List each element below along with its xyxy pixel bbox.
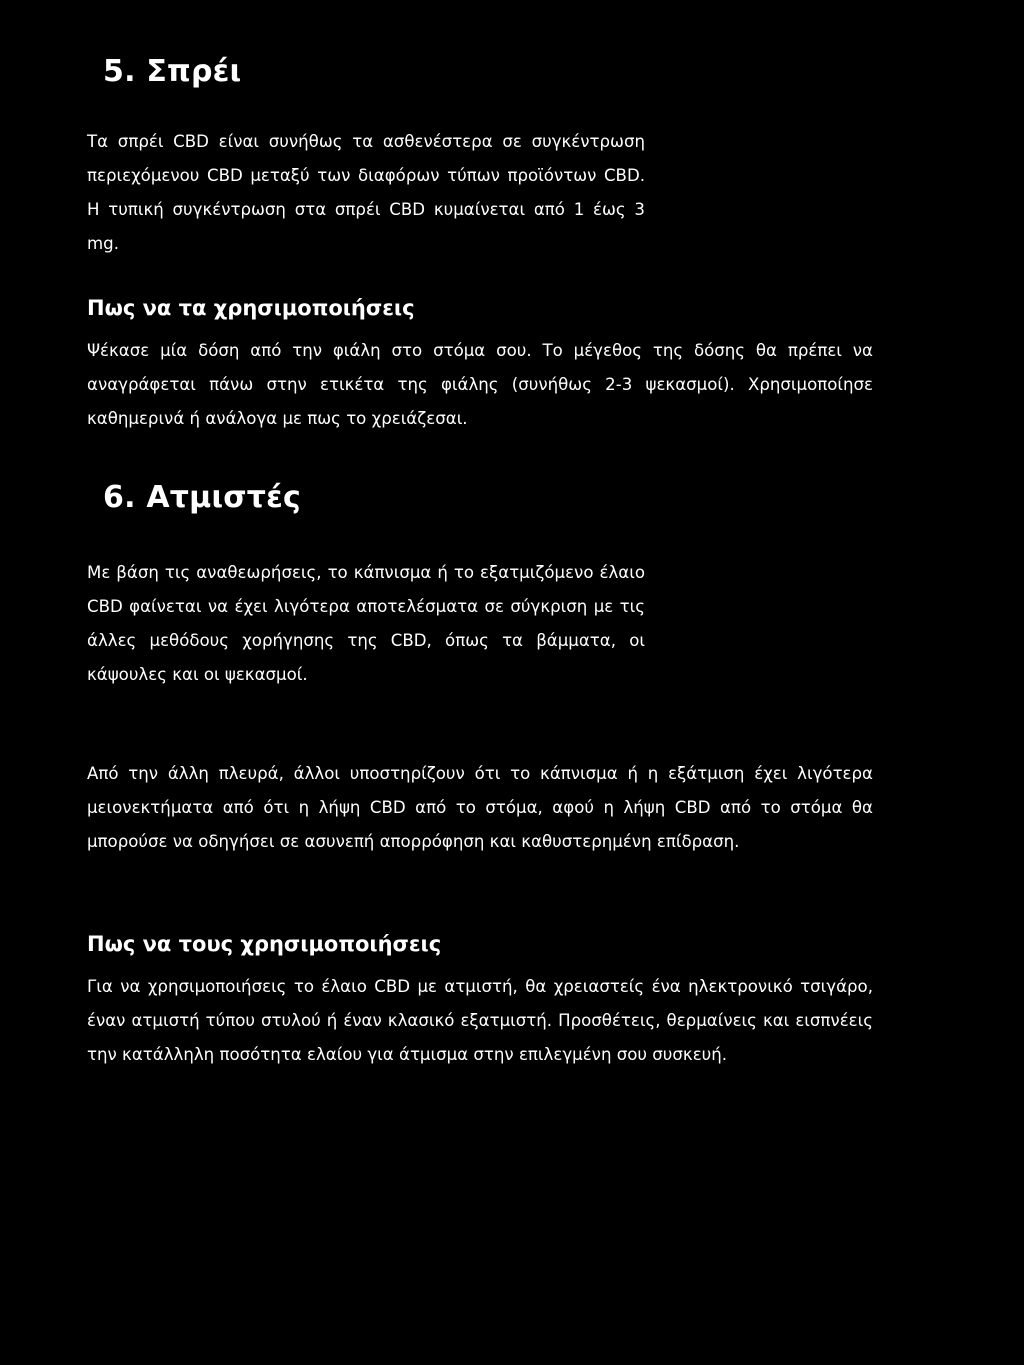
section-6-intro-paragraph: Με βάση τις αναθεωρήσεις, το κάπνισμα ή το εξατμιζόμενο έλαιο CBD φαίνεται να έχει λιγότερα αποτελέσματα σε σύγκριση με τις άλλες μεθόδους χορήγησης της CBD, όπως τα βάμματα, οι κάψουλες και οι ψεκασμοί. xyxy=(87,563,645,684)
section-5-howto-heading: Πως να τα χρησιμοποιήσεις xyxy=(87,296,415,320)
section-5-intro-paragraph: Τα σπρέι CBD είναι συνήθως τα ασθενέστερα σε συγκέντρωση περιεχόμενου CBD μεταξύ των διαφόρων τύπων προϊόντων CBD. Η τυπική συγκέντρωση στα σπρέι CBD κυμαίνεται από 1 έως 3 mg. xyxy=(87,132,645,253)
section-6-howto-heading: Πως να τους χρησιμοποιήσεις xyxy=(87,932,442,956)
section-6-heading: 6. Ατμιστές xyxy=(103,480,302,515)
section-6-howto-paragraph: Για να χρησιμοποιήσεις το έλαιο CBD με ατμιστή, θα χρειαστείς ένα ηλεκτρονικό τσιγάρο, έναν ατμιστή τύπου στυλού ή έναν κλασικό εξατμιστή. Προσθέτεις, θερμαίνεις και εισπνέεις την κατάλληλη ποσότητα ελαίου για άτμισμα στην επιλεγμένη σου συσκευή. xyxy=(87,977,873,1064)
section-5-heading: 5. Σπρέι xyxy=(103,54,242,89)
section-5-howto-paragraph: Ψέκασε μία δόση από την φιάλη στο στόμα σου. Το μέγεθος της δόσης θα πρέπει να αναγράφεται πάνω στην ετικέτα της φιάλης (συνήθως 2-3 ψεκασμοί). Χρησιμοποίησε καθημερινά ή ανάλογα με πως το χρειάζεσαι. xyxy=(87,341,873,428)
section-6-counterpoint-paragraph: Από την άλλη πλευρά, άλλοι υποστηρίζουν ότι το κάπνισμα ή η εξάτμιση έχει λιγότερα μειονεκτήματα από ότι η λήψη CBD από το στόμα, αφού η λήψη CBD από το στόμα θα μπορούσε να οδηγήσει σε ασυνεπή απορρόφηση και καθυστερημένη επίδραση. xyxy=(87,764,873,851)
